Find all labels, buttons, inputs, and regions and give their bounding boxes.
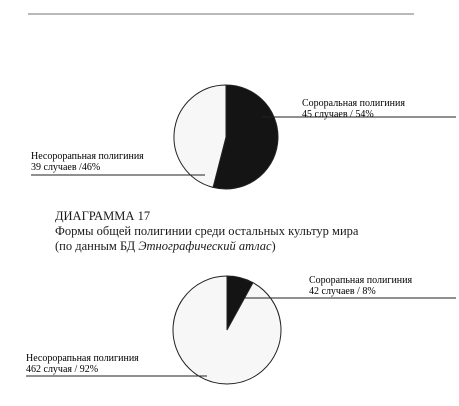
pie-2-label-sororal: Сорорапьная полигиния (309, 275, 413, 286)
pie-chart-1 (31, 85, 456, 189)
pie-chart-2 (26, 275, 456, 384)
chart-2-source-suffix: ) (271, 239, 276, 253)
chart-2-source-db: Этнографический атлас (138, 239, 272, 253)
chart-2-heading (55, 209, 455, 254)
pie-2-value-nonsororal: 462 случая / 92% (26, 364, 99, 375)
pie-1-label-nonsororal: Несорорапьная полигиния (31, 151, 144, 162)
pie-1-value-sororal: 45 случаев / 54% (302, 109, 374, 120)
chart-2-source-prefix: (по данным БД (55, 239, 139, 253)
chart-2-number: ДИАГРАММА 17 (55, 209, 151, 223)
pie-2-slice-nonsororal (173, 276, 281, 384)
chart-2-source (55, 239, 455, 254)
pie-2-slices (173, 276, 281, 384)
pie-1-slices (174, 85, 278, 189)
pie-1-value-nonsororal: 39 случаев /46% (31, 162, 101, 173)
pie-1-label-sororal: Сороральная полигиния (302, 98, 405, 109)
pie-2-value-sororal: 42 случаев / 8% (309, 286, 376, 297)
chart-2-title: Формы общей полигинии среди остальных культур мира (55, 224, 359, 238)
pie-2-label-nonsororal: Несорорапьная полигиния (26, 353, 139, 364)
